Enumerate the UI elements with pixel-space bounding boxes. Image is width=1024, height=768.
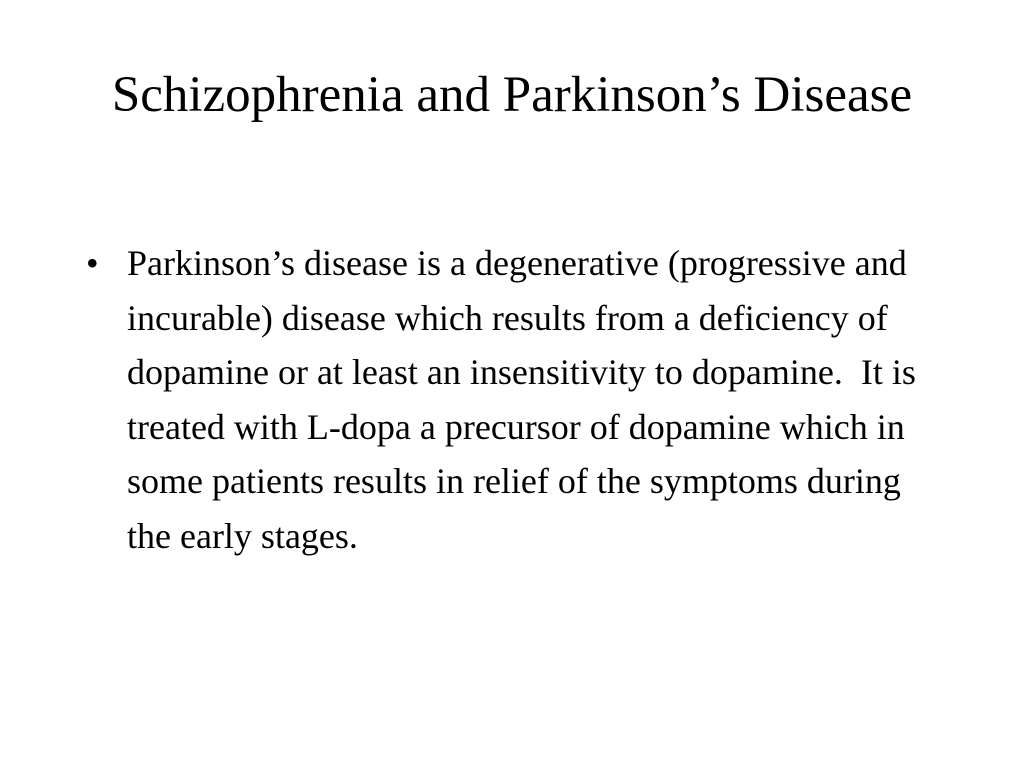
bullet-item bbox=[84, 236, 934, 564]
bullet-list bbox=[84, 236, 934, 564]
slide-title: Schizophrenia and Parkinson’s Disease bbox=[111, 67, 913, 123]
bullet-marker: • bbox=[86, 243, 99, 283]
bullet-text: Parkinson’s disease is a degenerative (progressive and incurable) disease which results from a deficiency of dopamine or at least an insensitivity to dopamine. It is treated with L-dopa a precursor of dopamine which in some patients results in relief of the symptoms during the early stages. bbox=[127, 243, 925, 556]
